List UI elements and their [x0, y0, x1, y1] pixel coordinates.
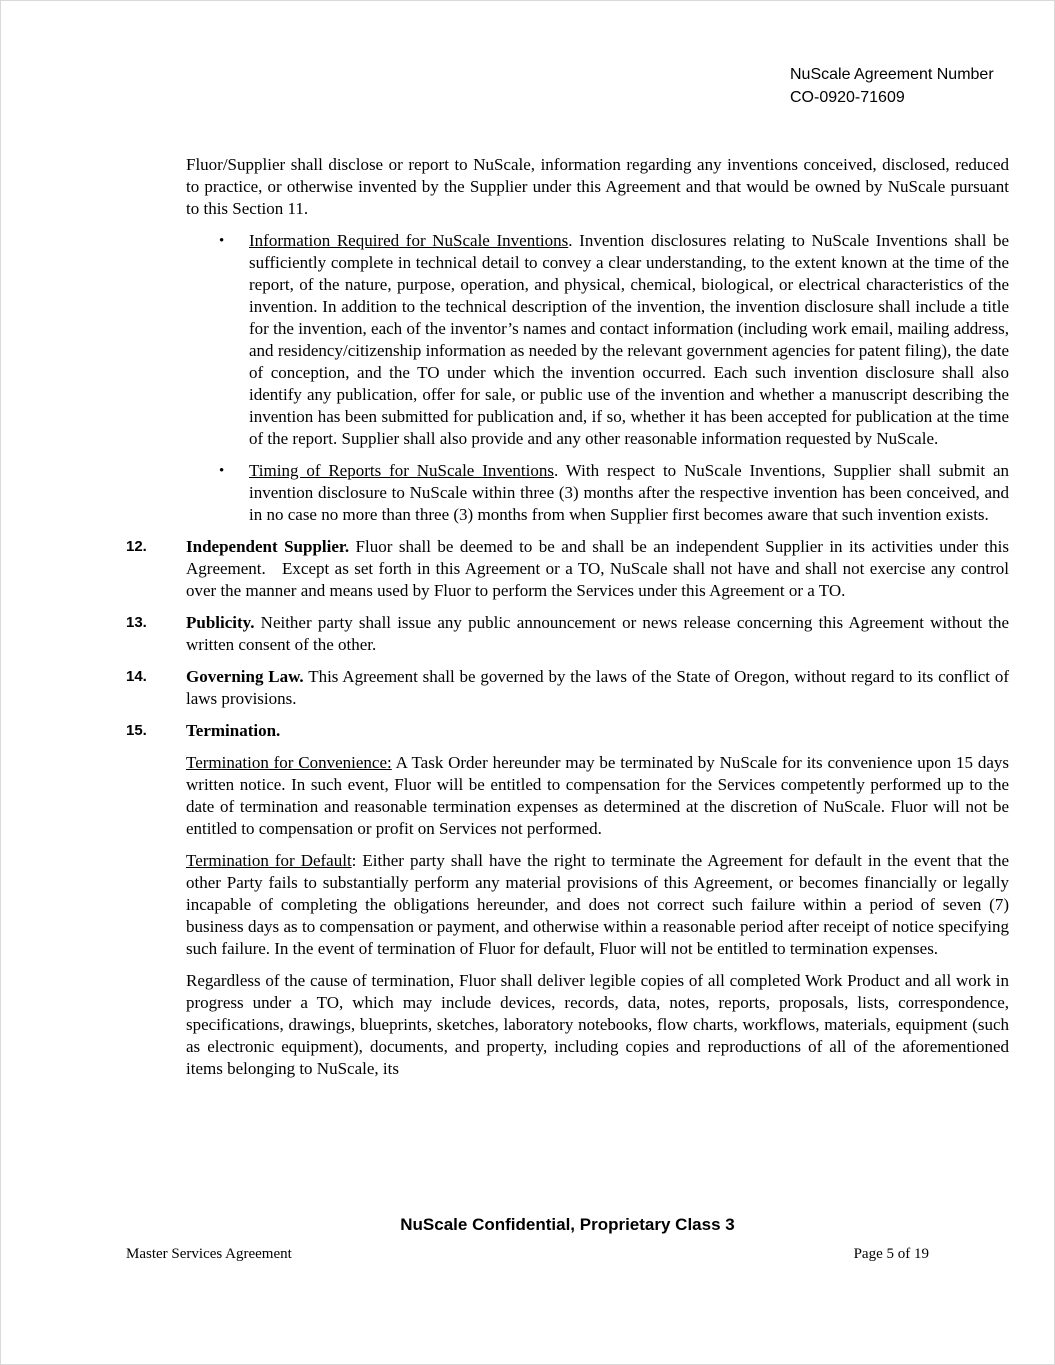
section-title: Independent Supplier. [186, 537, 350, 556]
page-header [790, 63, 1009, 109]
section-paragraph [186, 666, 1009, 710]
section-title: Termination. [186, 721, 281, 740]
termination-convenience-paragraph [186, 752, 1009, 840]
bullet-icon: • [219, 463, 225, 479]
bullet-paragraph-timing-of-reports [249, 460, 1009, 526]
termination-default-paragraph [186, 850, 1009, 960]
section-item-12-independent-supplier [126, 536, 1009, 602]
bullet-heading: Information Required for NuScale Inventions [249, 231, 569, 250]
intro-paragraph: Fluor/Supplier shall disclose or report to NuScale, information regarding any inventions conceived, disclosed, reduced to practice, or otherwise invented by the Supplier under this Agreement and that would be owned by NuScale pursuant to this Section 11. [186, 155, 1009, 218]
footer-document-title: Master Services Agreement [126, 1246, 292, 1262]
section-item-14-governing-law [126, 666, 1009, 710]
section-paragraph [186, 612, 1009, 656]
section-text: This Agreement shall be governed by the laws of the State of Oregon, without regard to its conflict of laws provisions. [186, 667, 1009, 708]
section-text: Fluor shall be deemed to be and shall be an independent Supplier in its activities under this Agreement. Except as set forth in this Agreement or a TO, NuScale shall not have and shall not exercise any control over the manner and means used by Fluor to perform the Services under this Agreement or a TO. [186, 537, 1009, 600]
termination-convenience-heading: Termination for Convenience: [186, 753, 392, 772]
section-item-15-termination [126, 720, 1009, 742]
section-paragraph [186, 536, 1009, 602]
page-footer [1, 1214, 1054, 1264]
document-body [1, 154, 1054, 1080]
section-title: Publicity. [186, 613, 255, 632]
section-text: Neither party shall issue any public announcement or news release concerning this Agreement without the written consent of the other. [186, 613, 1009, 654]
bullet-paragraph-information-required [249, 230, 1009, 450]
bullet-body-text: . Invention disclosures relating to NuScale Inventions shall be sufficiently complete in technical detail to convey a clear understanding, to the extent known at the time of the report, of the nature, purpose, operation, and physical, chemical, biological, or electrical characteristics of the invention. In addition to the technical description of the invention, the invention disclosure shall include a title for the invention, each of the inventor’s names and contact information (including work email, mailing address, and residency/citizenship information as needed by the relevant government agencies for patent filing), the date of conception, and the TO under which the invention occurred. Each such invention disclosure shall also identify any publication, offer for sale, or public use of the invention and whether a manuscript describing the invention has been submitted for publication and, if so, whether it has been accepted for publication at the time of the report. Supplier shall also provide and any other reasonable information requested by NuScale. [249, 231, 1009, 448]
agreement-number-value: CO-0920-71609 [790, 89, 905, 106]
footer-row [126, 1244, 929, 1264]
closing-paragraph: Regardless of the cause of termination, Fluor shall deliver legible copies of all completed Work Product and all work in progress under a TO, which may include devices, records, data, notes, reports, proposals, lists, correspondence, specifications, drawings, blueprints, sketches, laboratory notebooks, flow charts, workflows, materials, equipment (such as electronic equipment), documents, and property, including copies and reproductions of all of the aforementioned items belonging to NuScale, its [186, 971, 1009, 1078]
footer-page-number: Page 5 of 19 [853, 1246, 929, 1262]
section-number: 13. [126, 614, 147, 631]
bullet-body-text: . With respect to NuScale Inventions, Supplier shall submit an invention disclosure to NuScale within three (3) months after the respective invention has been conceived, and in no case no more than three (3) months from when Supplier first becomes aware that such invention exists. [249, 461, 1009, 524]
bullet-heading: Timing of Reports for NuScale Inventions [249, 461, 554, 480]
bullet-item-timing-of-reports [219, 460, 1009, 526]
termination-default-heading: Termination for Default [186, 851, 352, 870]
section-paragraph [186, 720, 1009, 742]
section-number: 12. [126, 538, 147, 555]
section-item-13-publicity [126, 612, 1009, 656]
section-number: 15. [126, 722, 147, 739]
section-number: 14. [126, 668, 147, 685]
bullet-icon: • [219, 233, 225, 249]
agreement-number-label: NuScale Agreement Number [790, 66, 994, 83]
bullet-item-information-required [219, 230, 1009, 450]
termination-convenience-text: A Task Order hereunder may be terminated by NuScale for its convenience upon 15 days written notice. In such event, Fluor will be entitled to compensation for the Services competently performed up to the date of termination and reasonable termination expenses as determined at the discretion of NuScale. Fluor will not be entitled to compensation or profit on Services not performed. [186, 753, 1009, 838]
confidentiality-notice: NuScale Confidential, Proprietary Class 3 [400, 1215, 735, 1234]
termination-default-text: : Either party shall have the right to terminate the Agreement for default in the event that the other Party fails to substantially perform any material provisions of this Agreement, or becomes financially or legally incapable of completing the obligations hereunder, and does not correct such failure within a period of seven (7) business days as to compensation or payment, and otherwise within a reasonable period after receipt of notice specifying such failure. In the event of termination of Fluor for default, Fluor will not be entitled to termination expenses. [186, 851, 1009, 958]
section-title: Governing Law. [186, 667, 304, 686]
